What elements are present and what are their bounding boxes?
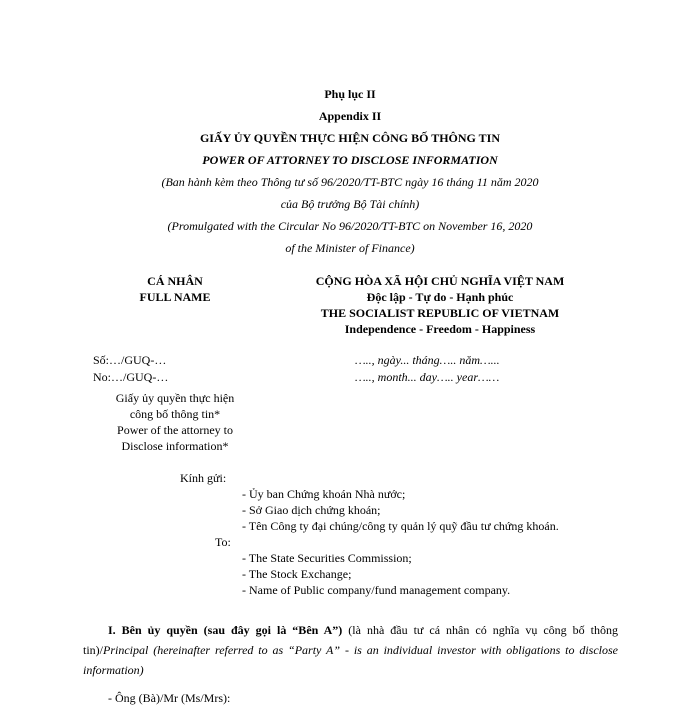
name-vi: CÁ NHÂN bbox=[147, 274, 203, 288]
motto-vi: Độc lập - Tự do - Hạnh phúc bbox=[366, 290, 514, 304]
section-1-first bbox=[83, 620, 618, 680]
issued-en-2: of the Minister of Finance) bbox=[285, 241, 415, 255]
recipient-item-en: - The State Securities Commission; bbox=[242, 551, 412, 565]
field-principal-name: - Ông (Bà)/Mr (Ms/Mrs): bbox=[108, 691, 231, 705]
title-vi: GIẤY ỦY QUYỀN THỰC HIỆN CÔNG BỐ THÔNG TIN bbox=[199, 131, 501, 145]
name-en: FULL NAME bbox=[139, 290, 211, 304]
recipient-item-vi: - Ủy ban Chứng khoán Nhà nước; bbox=[242, 487, 406, 501]
section-1-text-en: Principal (hereinafter referred to as “Party A” - is an individual investor with obligations to disclose information) bbox=[83, 643, 618, 677]
doc-type-vi-1: Giấy ủy quyền thực hiện bbox=[115, 391, 235, 405]
recipient-item-vi: - Sở Giao dịch chứng khoán; bbox=[242, 503, 381, 517]
motto-en: Independence - Freedom - Happiness bbox=[344, 322, 536, 336]
section-1-paragraph bbox=[83, 620, 618, 680]
issued-vi-1: (Ban hành kèm theo Thông tư số 96/2020/TT-BTC ngày 16 tháng 11 năm 2020 bbox=[161, 175, 539, 189]
ref-number-vi: Số:…/GUQ-… bbox=[93, 353, 167, 367]
ref-number-en: No:…/GUQ-… bbox=[93, 370, 169, 384]
section-1-heading: I. Bên ủy quyền (sau đây gọi là “Bên A”) bbox=[108, 623, 343, 637]
doc-type-en-1: Power of the attorney to bbox=[117, 423, 233, 437]
country-vi: CỘNG HÒA XÃ HỘI CHỦ NGHĨA VIỆT NAM bbox=[315, 274, 565, 288]
national-heading bbox=[270, 273, 610, 337]
date-line-en: ….., month... day….. year…… bbox=[355, 370, 500, 384]
left-heading bbox=[100, 273, 250, 305]
recipients-label-en: To: bbox=[215, 535, 231, 549]
recipients-label-vi: Kính gửi: bbox=[180, 471, 227, 485]
country-en: THE SOCIALIST REPUBLIC OF VIETNAM bbox=[320, 306, 560, 320]
doc-type-vi-2: công bố thông tin* bbox=[129, 407, 221, 421]
recipient-item-en: - Name of Public company/fund management company. bbox=[242, 583, 511, 597]
recipient-item-en: - The Stock Exchange; bbox=[242, 567, 352, 581]
section-1-text-vi: (là nhà đầu tư cá nhân có nghĩa vụ công bố thông tin)/ bbox=[83, 623, 618, 657]
doc-type bbox=[90, 390, 260, 454]
issued-en-1: (Promulgated with the Circular No 96/2020/TT-BTC on November 16, 2020 bbox=[167, 219, 533, 233]
title-en: POWER OF ATTORNEY TO DISCLOSE INFORMATION bbox=[202, 153, 498, 167]
appendix-vi: Phụ lục II bbox=[324, 87, 376, 101]
doc-type-en-2: Disclose information* bbox=[121, 439, 229, 453]
recipient-item-vi: - Tên Công ty đại chúng/công ty quản lý quỹ đầu tư chứng khoán. bbox=[242, 519, 559, 533]
appendix-en: Appendix II bbox=[318, 109, 382, 123]
issued-vi-2: của Bộ trưởng Bộ Tài chính) bbox=[280, 197, 420, 211]
date-line-vi: ….., ngày... tháng….. năm…... bbox=[355, 353, 500, 367]
